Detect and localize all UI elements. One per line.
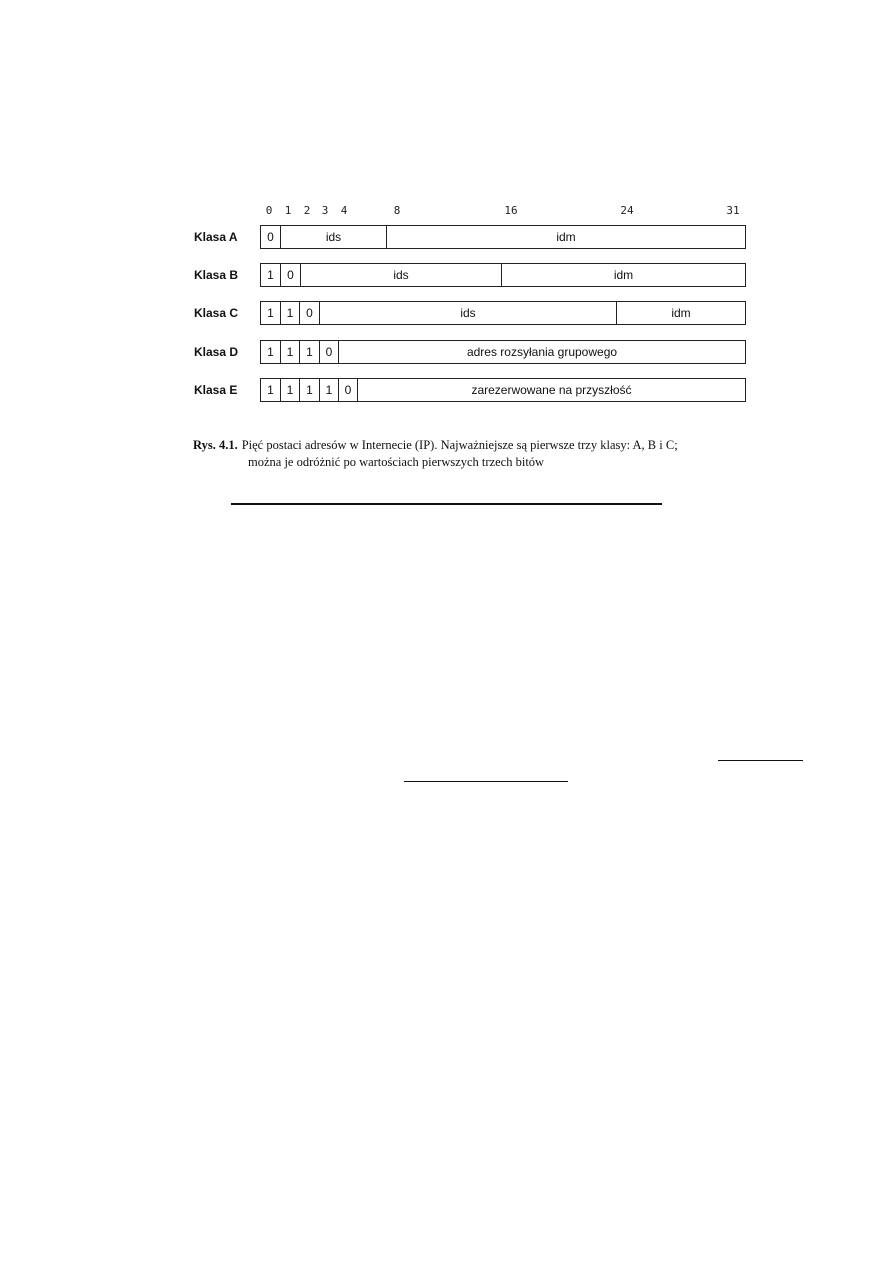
bit-cell: 1 — [300, 379, 320, 401]
caption-label: Rys. 4.1. — [193, 438, 238, 452]
bit-cell: 1 — [261, 379, 281, 401]
bit-number: 2 — [303, 204, 311, 217]
caption-line-2: można je odróżnić po wartościach pierwszych trzech bitów — [248, 455, 545, 469]
address-field-box — [260, 225, 746, 249]
bit-cell: 0 — [281, 264, 301, 286]
row-label: Klasa E — [194, 383, 238, 397]
network-id-field: ids — [320, 302, 617, 324]
row-label: Klasa C — [194, 306, 239, 320]
bit-cell: 1 — [281, 379, 300, 401]
bit-cell: 0 — [320, 341, 339, 363]
bit-cell: 1 — [261, 264, 281, 286]
bit-position-scale — [0, 204, 893, 220]
class-a-row — [0, 225, 893, 251]
bit-number: 24 — [620, 204, 634, 217]
bit-number: 16 — [504, 204, 518, 217]
caption-line-1: Pięć postaci adresów w Internecie (IP). Najważniejsze są pierwsze trzy klasy: A, B i C; — [241, 438, 678, 452]
bit-cell: 1 — [320, 379, 339, 401]
bit-number: 1 — [284, 204, 292, 217]
network-id-field: ids — [301, 264, 502, 286]
host-id-field: idm — [671, 306, 691, 320]
row-label: Klasa B — [194, 268, 239, 282]
bit-cell: 0 — [300, 302, 320, 324]
horizontal-rule — [231, 503, 662, 505]
horizontal-rule — [404, 781, 568, 782]
row-label: Klasa D — [194, 345, 239, 359]
horizontal-rule — [718, 760, 803, 761]
class-c-row — [0, 301, 893, 327]
bit-cell: 1 — [281, 302, 300, 324]
address-field-box — [260, 301, 746, 325]
bit-cell: 0 — [261, 226, 281, 248]
class-b-row — [0, 263, 893, 289]
bit-number: 0 — [265, 204, 273, 217]
bit-cell: 1 — [261, 341, 281, 363]
address-field-box — [260, 378, 746, 402]
row-label: Klasa A — [194, 230, 238, 244]
network-id-field: ids — [281, 226, 387, 248]
reserved-field: zarezerwowane na przyszłość — [471, 383, 632, 397]
figure-caption — [193, 437, 753, 471]
bit-cell: 1 — [281, 341, 300, 363]
class-d-row — [0, 340, 893, 366]
bit-cell: 1 — [300, 341, 320, 363]
bit-number: 4 — [340, 204, 348, 217]
host-id-field: idm — [613, 268, 634, 282]
multicast-address-field: adres rozsyłania grupowego — [466, 345, 618, 359]
bit-cell: 0 — [339, 379, 358, 401]
bit-number: 3 — [321, 204, 329, 217]
host-id-field: idm — [556, 230, 576, 244]
bit-number: 31 — [726, 204, 740, 217]
address-field-box — [260, 340, 746, 364]
class-e-row — [0, 378, 893, 404]
bit-number: 8 — [393, 204, 401, 217]
address-field-box — [260, 263, 746, 287]
bit-cell: 1 — [261, 302, 281, 324]
